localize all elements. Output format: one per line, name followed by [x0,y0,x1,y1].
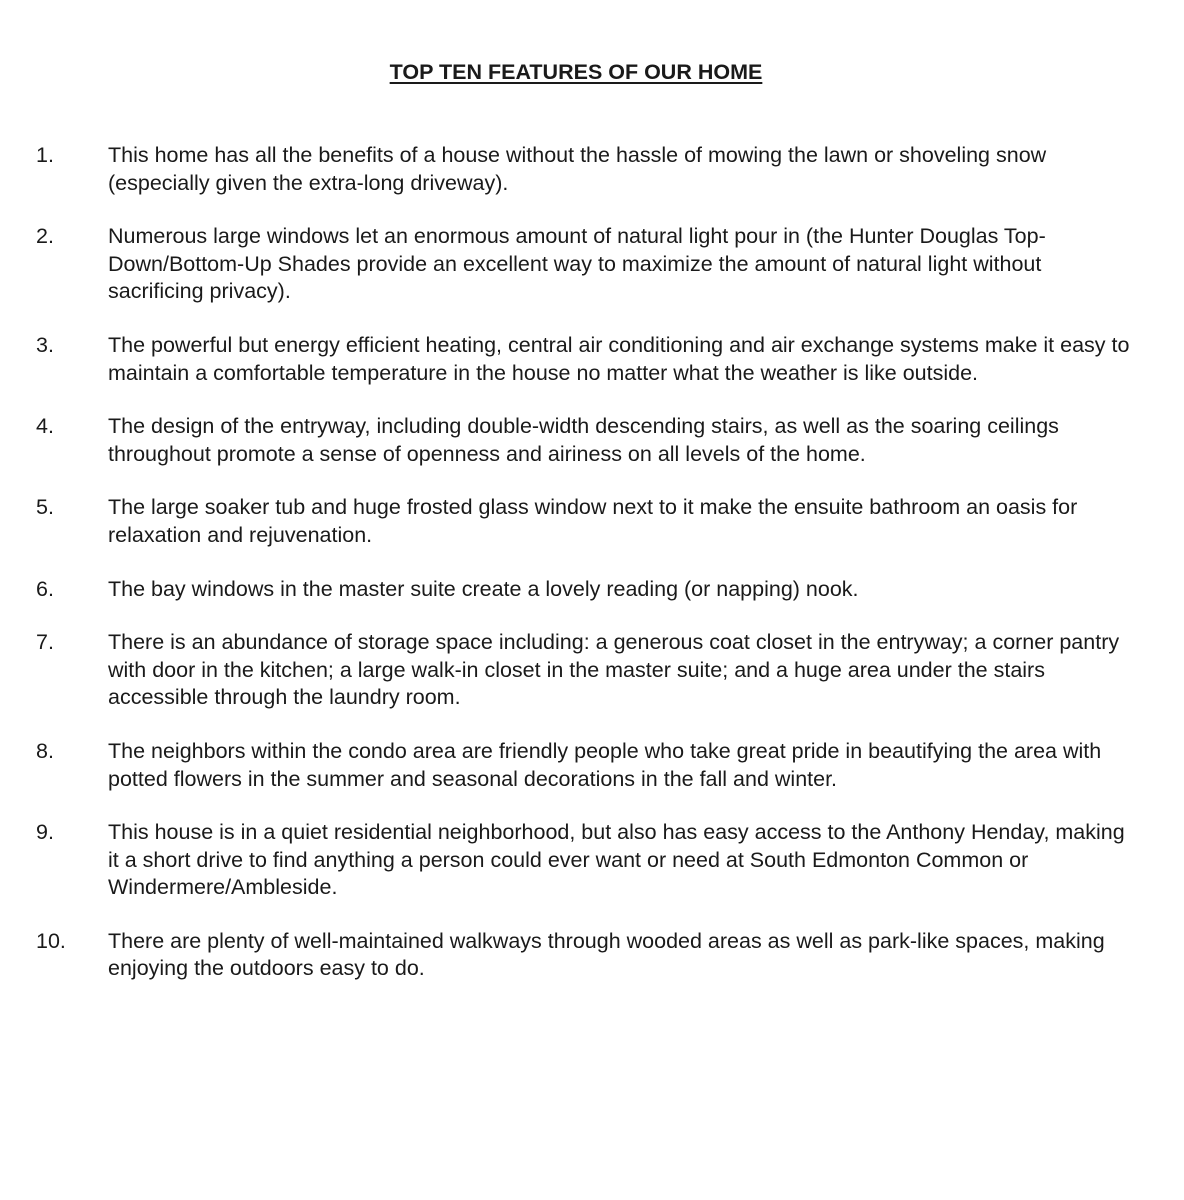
item-number: 2. [36,224,54,249]
item-text: The bay windows in the master suite create a lovely reading (or napping) nook. [108,576,859,601]
item-text: The design of the entryway, including double-width descending stairs, as well as the soaring ceilings throughout promote a sense of openness and airiness on all levels of the home. [108,414,1059,466]
item-text: This home has all the benefits of a house without the hassle of mowing the lawn or shoveling snow (especially given the extra-long driveway). [108,143,1047,195]
list-item [0,494,1184,549]
item-number: 4. [36,414,54,439]
list-item [0,332,1184,387]
list-item [0,629,1184,712]
list-item [0,223,1184,306]
list-item [0,738,1184,793]
item-text: Numerous large windows let an enormous amount of natural light pour in (the Hunter Douglas Top-Down/Bottom-Up Shades provide an excellent way to maximize the amount of natural light without sacrificing privacy). [108,224,1046,304]
page-title: TOP TEN FEATURES OF OUR HOME [389,60,763,84]
item-number: 1. [36,143,54,167]
list-item [0,142,1184,197]
item-number: 10. [36,928,66,953]
list-item [0,413,1184,468]
item-text: There is an abundance of storage space including: a generous coat closet in the entryway; a corner pantry with door in the kitchen; a large walk-in closet in the master suite; and a huge area under the stairs accessible through the laundry room. [108,630,1120,710]
list-item [0,576,1184,604]
item-number: 5. [36,495,54,520]
item-text: The powerful but energy efficient heating, central air conditioning and air exchange systems make it easy to maintain a comfortable temperature in the house no matter what the weather is like outside. [108,332,1130,385]
list-item [0,819,1184,902]
item-text: The neighbors within the condo area are friendly people who take great pride in beautifying the area with potted flowers in the summer and seasonal decorations in the fall and winter. [108,738,1102,791]
item-number: 3. [36,332,54,357]
item-text: The large soaker tub and huge frosted glass window next to it make the ensuite bathroom an oasis for relaxation and rejuvenation. [108,495,1078,547]
item-text: There are plenty of well-maintained walkways through wooded areas as well as park-like spaces, making enjoying the outdoors easy to do. [108,928,1105,981]
item-number: 9. [36,820,54,845]
item-number: 7. [36,630,54,655]
item-number: 6. [36,576,54,601]
list-item [0,928,1184,983]
item-number: 8. [36,738,54,763]
item-text: This house is in a quiet residential neighborhood, but also has easy access to the Anthony Henday, making it a short drive to find anything a person could ever want or need at South Edmonton Common or Windermere/Ambleside. [108,820,1125,900]
features-list [0,142,1184,1009]
